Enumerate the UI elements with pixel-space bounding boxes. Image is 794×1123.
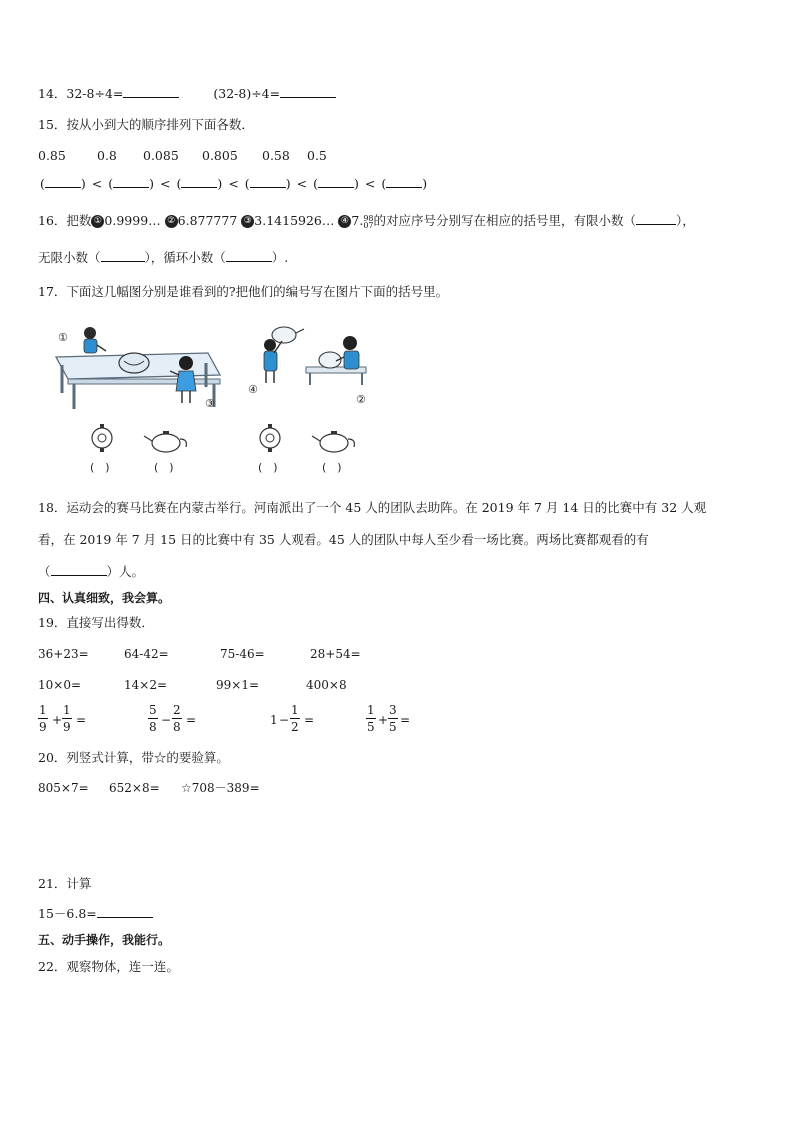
q15-blank[interactable]	[386, 176, 422, 188]
q15-blank[interactable]	[181, 176, 217, 188]
minus-sign: −	[161, 713, 172, 727]
q17-illustration	[38, 313, 368, 483]
q19-item: 36+23=	[38, 647, 89, 661]
repeating-dot-digit: 8	[368, 213, 374, 223]
fraction: 3 5	[389, 703, 397, 734]
q17-stem: 17．下面这几幅图分别是谁看到的?把他们的编号写在图片下面的括号里。	[38, 284, 449, 299]
section-5-heading: 五、动手操作，我能行。	[38, 933, 171, 947]
scene-teapot-bench	[264, 327, 366, 385]
q14-line	[38, 86, 336, 101]
plus-sign: +	[378, 713, 389, 727]
number-4-circle: ④	[338, 215, 351, 228]
teapot-top-view-2	[260, 424, 280, 452]
teapot-side-view-2	[312, 431, 354, 452]
q20-item: 805×7=	[38, 781, 89, 795]
q15-number: 0.085	[143, 148, 179, 163]
equals-sign: =	[400, 713, 411, 727]
q15-number: 0.8	[97, 148, 117, 163]
q14-expr-right: (32-8)÷4=	[213, 86, 281, 101]
q16-suffix: 的对应序号分别写在相应的括号里，有限小数（	[373, 213, 637, 228]
plus-sign: +	[52, 713, 63, 727]
teapot-top-view-1	[92, 424, 112, 452]
q15-number: 0.85	[38, 148, 66, 163]
q16-value-4-int: 7.	[351, 213, 364, 228]
equals-sign: =	[76, 713, 87, 727]
q21-answer-blank[interactable]	[97, 906, 153, 918]
q15-blank[interactable]	[250, 176, 286, 188]
number-3-circle: ③	[241, 215, 254, 228]
fraction: 1 5	[367, 703, 375, 734]
answer-paren-4[interactable]: ( )	[322, 461, 342, 474]
q20-items	[38, 781, 260, 795]
q19-stem: 19．直接写出得数．	[38, 615, 154, 630]
q15-blank[interactable]	[113, 176, 149, 188]
less-than-sign: <	[91, 176, 103, 191]
fraction: 1 9	[63, 703, 71, 734]
q16-line-1	[38, 213, 695, 229]
q21-expr: 15－6.8=	[38, 906, 97, 921]
q22-stem: 22．观察物体，连一连。	[38, 959, 179, 974]
answer-paren-2[interactable]: ( )	[154, 461, 174, 474]
q19-row-1	[38, 647, 361, 661]
fraction: 1 2	[291, 703, 299, 734]
fraction: 1 9	[39, 703, 47, 734]
q19-row-2	[38, 678, 347, 692]
q19-item: 400×8	[306, 678, 347, 692]
number-2-circle: ②	[165, 215, 178, 228]
less-than-sign: <	[160, 176, 171, 191]
q16-end: ），	[676, 213, 695, 228]
q19-item: 75-46=	[220, 647, 265, 661]
q16-line-2	[38, 250, 288, 265]
q14-answer-blank-2[interactable]	[280, 86, 336, 98]
repeating-dot-digit: 7	[368, 220, 374, 230]
section-4-heading: 四、认真细致，我会算。	[38, 591, 171, 605]
scene-label-1: ①	[58, 331, 68, 344]
q16-value-1: 0.9999…	[104, 213, 161, 228]
equals-sign: =	[304, 713, 315, 727]
q21-expression	[38, 906, 153, 921]
q18-open-paren: （	[38, 564, 51, 579]
q16-line2-end: ）.	[271, 250, 289, 265]
q15-stem: 15．按从小到大的顺序排列下面各数．	[38, 117, 254, 132]
q19-item: 64-42=	[124, 647, 169, 661]
q16-value-3: 3.1415926…	[254, 213, 335, 228]
q16-infinite-label: 无限小数（	[38, 250, 101, 265]
answer-paren-1[interactable]: ( )	[90, 461, 110, 474]
number-1-circle: ①	[91, 215, 104, 228]
scene-label-4: ④	[248, 383, 258, 396]
q16-prefix: 16．把数	[38, 213, 92, 228]
q18-line-2: 看，在 2019 年 7 月 15 日的比赛中有 35 人观看。45 人的团队中每人至少看一场比赛。两场比赛都观看的有	[38, 532, 649, 547]
q19-item: 14×2=	[124, 678, 168, 692]
scene-table-children	[56, 327, 220, 409]
q18-answer-blank[interactable]	[51, 564, 107, 576]
answer-paren-3[interactable]: ( )	[258, 461, 278, 474]
scene-label-3: ③	[205, 397, 215, 410]
q15-number: 0.5	[307, 148, 327, 163]
equals-sign: =	[186, 713, 197, 727]
teapot-side-view-1	[144, 431, 186, 452]
repeating-dot-digit: 0	[363, 220, 369, 230]
less-than-sign: <	[364, 176, 376, 191]
q20-item: ☆708－389=	[181, 781, 260, 795]
q21-stem: 21．计算	[38, 876, 92, 891]
scene-label-2: ②	[356, 393, 366, 406]
q20-stem: 20．列竖式计算，带☆的要验算。	[38, 750, 229, 765]
q15-number: 0.58	[262, 148, 290, 163]
q16-repeating-label: ），循环小数（	[144, 250, 226, 265]
q16-repeating-blank[interactable]	[226, 250, 272, 262]
q18-line-3	[38, 564, 144, 579]
q16-value-2: 6.877777	[177, 213, 238, 228]
q18-line-1: 18．运动会的赛马比赛在内蒙古举行。河南派出了一个 45 人的团队去助阵。在 2019 年 7 月 14 日的比赛中有 32 人观	[38, 500, 707, 515]
q15-numbers	[38, 148, 327, 163]
q19-item: 99×1=	[216, 678, 260, 692]
q16-infinite-blank[interactable]	[101, 250, 145, 262]
q15-number: 0.805	[202, 148, 238, 163]
minus-sign: −	[279, 713, 290, 727]
fraction: 2 8	[173, 703, 181, 734]
q15-blank[interactable]	[45, 176, 81, 188]
q16-finite-blank[interactable]	[636, 213, 676, 225]
q14-expr-left: 14．32-8÷4=	[38, 86, 124, 101]
q20-item: 652×8=	[109, 781, 160, 795]
fraction: 5 8	[149, 703, 157, 734]
q19-item: 28+54=	[310, 647, 361, 661]
q19-item: 10×0=	[38, 678, 82, 692]
q15-blank[interactable]	[318, 176, 354, 188]
repeating-dot-digit: 9	[363, 213, 369, 223]
q18-close: ）人。	[106, 564, 145, 579]
less-than-sign: <	[228, 176, 239, 191]
whole-one: 1	[270, 713, 278, 727]
less-than-sign: <	[296, 176, 308, 191]
q15-order-row: ( ) < ( ) < ( ) < ( ) < ( ) < ( )	[40, 176, 428, 191]
q14-answer-blank-1[interactable]	[123, 86, 179, 98]
